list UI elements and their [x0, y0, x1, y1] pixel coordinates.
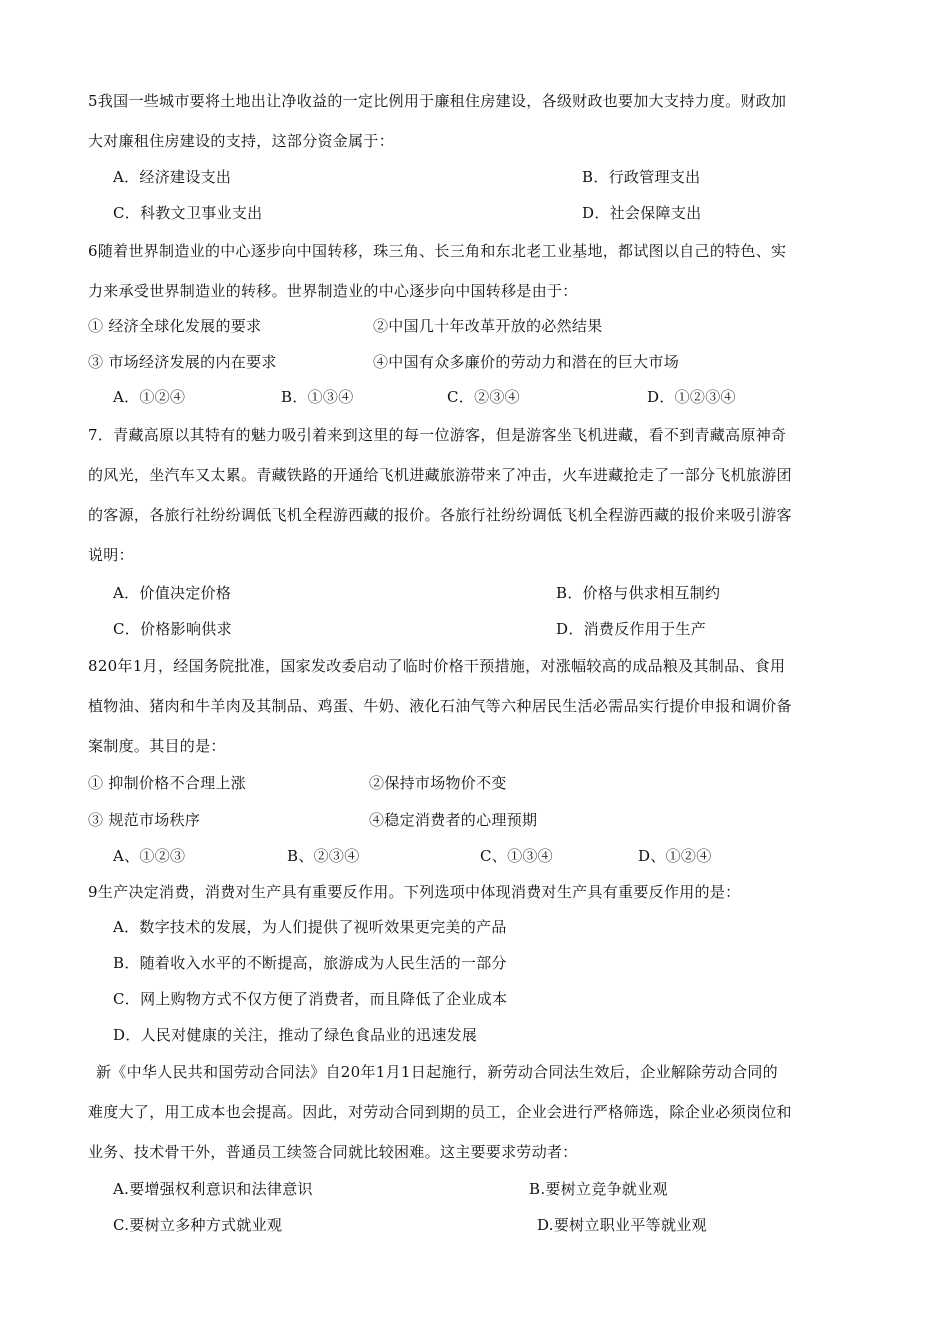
- q9-option-a: A．数字技术的发展，为人们提供了视听效果更完美的产品: [113, 918, 507, 936]
- q10-option-a: A.要增强权利意识和法律意识: [113, 1180, 313, 1198]
- q7-stem-line1: 7．青藏高原以其特有的魅力吸引着来到这里的每一位游客，但是游客坐飞机进藏，看不到青藏高原神奇: [88, 426, 787, 444]
- q8-statement-2: ②保持市场物价不变: [369, 774, 507, 792]
- q5-option-a: A．经济建设支出: [113, 168, 232, 186]
- q6-option-d: D．①②③④: [647, 388, 736, 406]
- q10-option-b: B.要树立竞争就业观: [529, 1180, 668, 1198]
- q7-option-b: B．价格与供求相互制约: [556, 584, 721, 602]
- q5-option-c: C．科教文卫事业支出: [113, 204, 263, 222]
- q10-stem-line3: 业务、技术骨干外，普通员工续签合同就比较困难。这主要要求劳动者：: [88, 1143, 578, 1161]
- q7-option-d: D．消费反作用于生产: [556, 620, 707, 638]
- q8-statement-4: ④稳定消费者的心理预期: [369, 811, 538, 829]
- q8-statement-1: ① 抑制价格不合理上涨: [88, 774, 247, 792]
- q8-stem-line1: 820年1月，经国务院批准，国家发改委启动了临时价格干预措施，对涨幅较高的成品粮及其制品、食用: [88, 657, 786, 675]
- q10-stem-line2: 难度大了，用工成本也会提高。因此，对劳动合同到期的员工，企业会进行严格筛选，除企业必须岗位和: [88, 1103, 792, 1121]
- q8-option-d: D、①②④: [638, 847, 712, 865]
- q8-option-b: B、②③④: [287, 847, 360, 865]
- q6-option-b: B．①③④: [281, 388, 354, 406]
- q6-stem-line2: 力来承受世界制造业的转移。世界制造业的中心逐步向中国转移是由于：: [88, 282, 578, 300]
- q6-statement-4: ④中国有众多廉价的劳动力和潜在的巨大市场: [373, 353, 680, 371]
- q9-option-b: B．随着收入水平的不断提高，旅游成为人民生活的一部分: [113, 954, 507, 972]
- q10-option-d: D.要树立职业平等就业观: [537, 1216, 707, 1234]
- q10-option-c: C.要树立多种方式就业观: [113, 1216, 283, 1234]
- q6-option-c: C．②③④: [447, 388, 520, 406]
- q8-option-c: C、①③④: [480, 847, 553, 865]
- q7-stem-line4: 说明：: [88, 546, 134, 564]
- q8-option-a: A、①②③: [113, 847, 186, 865]
- q5-option-b: B．行政管理支出: [582, 168, 701, 186]
- q5-stem-line2: 大对廉租住房建设的支持，这部分资金属于：: [88, 132, 395, 150]
- q7-stem-line3: 的客源，各旅行社纷纷调低飞机全程游西藏的报价。各旅行社纷纷调低飞机全程游西藏的报价来吸引游客: [88, 506, 792, 524]
- q5-stem-line1: 5我国一些城市要将土地出让净收益的一定比例用于廉租住房建设，各级财政也要加大支持力度。财政加: [88, 92, 787, 110]
- q6-option-a: A．①②④: [113, 388, 186, 406]
- q10-stem-line1: 新《中华人民共和国劳动合同法》自20年1月1日起施行，新劳动合同法生效后，企业解除劳动合同的: [96, 1063, 778, 1081]
- q7-option-a: A．价值决定价格: [113, 584, 232, 602]
- q5-option-d: D．社会保障支出: [582, 204, 702, 222]
- q7-stem-line2: 的风光，坐汽车又太累。青藏铁路的开通给飞机进藏旅游带来了冲击，火车进藏抢走了一部分飞机旅游团: [88, 466, 792, 484]
- q6-statement-3: ③ 市场经济发展的内在要求: [88, 353, 277, 371]
- q6-stem-line1: 6随着世界制造业的中心逐步向中国转移，珠三角、长三角和东北老工业基地，都试图以自己的特色、实: [88, 242, 787, 260]
- q8-statement-3: ③ 规范市场秩序: [88, 811, 201, 829]
- q8-stem-line2: 植物油、猪肉和牛羊肉及其制品、鸡蛋、牛奶、液化石油气等六种居民生活必需品实行提价申报和调价备: [88, 697, 792, 715]
- q7-option-c: C．价格影响供求: [113, 620, 232, 638]
- q6-statement-2: ②中国几十年改革开放的必然结果: [373, 317, 603, 335]
- q9-option-d: D．人民对健康的关注，推动了绿色食品业的迅速发展: [113, 1026, 478, 1044]
- q6-statement-1: ① 经济全球化发展的要求: [88, 317, 262, 335]
- q9-stem-line1: 9生产决定消费，消费对生产具有重要反作用。下列选项中体现消费对生产具有重要反作用的是：: [88, 883, 741, 901]
- q8-stem-line3: 案制度。其目的是：: [88, 737, 226, 755]
- q9-option-c: C．网上购物方式不仅方便了消费者，而且降低了企业成本: [113, 990, 508, 1008]
